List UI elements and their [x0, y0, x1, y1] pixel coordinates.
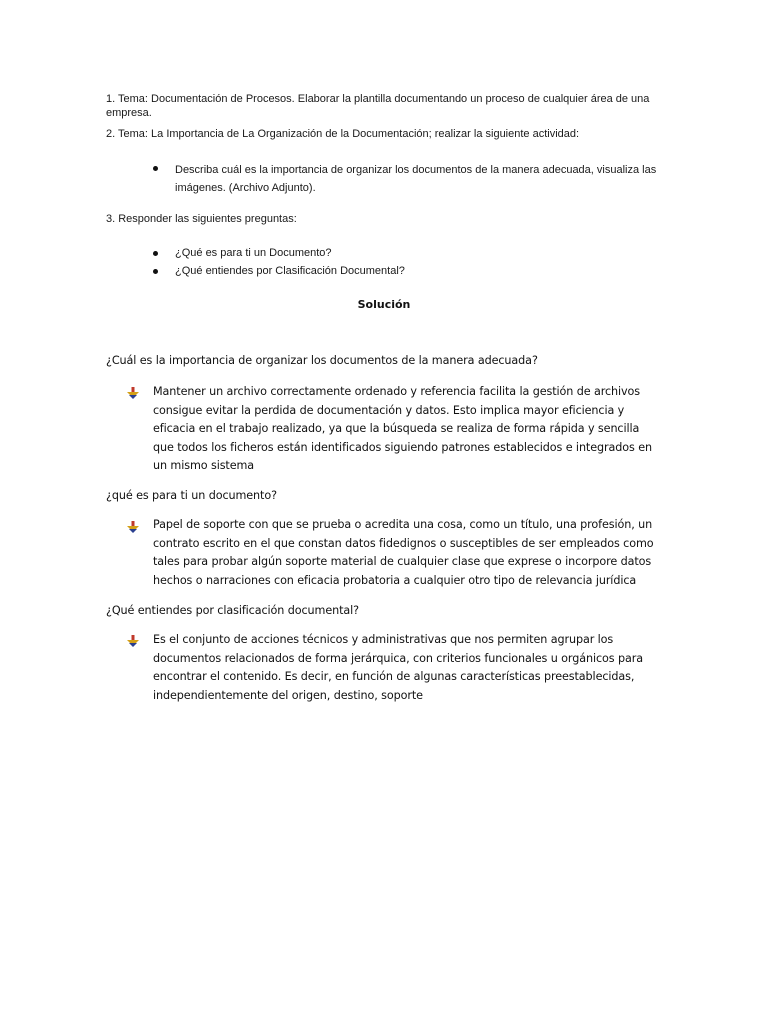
answer-3: Es el conjunto de acciones técnicos y administrativas que nos permiten agrupar los documentos relacionados de forma jerárquica, con criterios funcionales u orgánicos para encontrar el contenido. Es decir, en función de algunas características preestablecidas, independientemente del origen, destino, soporte — [153, 633, 643, 702]
solution-heading: Solución — [357, 298, 411, 311]
bullet-dot — [153, 269, 158, 274]
arrow-bullet-icon — [127, 387, 139, 399]
instruction-item-3: 3. Responder las siguientes preguntas: — [106, 213, 297, 225]
answer-1: Mantener un archivo correctamente ordenado y referencia facilita la gestión de archivos consigue evitar la perdida de documentación y datos. Esto implica mayor eficiencia y eficacia en el trabajo realizado, ya que la búsqueda se realiza de forma rápida y sencilla que todos los ficheros están identificados siguiendo patrones establecidos e integrados en un mismo sistema — [153, 385, 652, 472]
instruction-item-3-bullet-2: ¿Qué entiendes por Clasificación Documental? — [175, 265, 405, 277]
bullet-dot — [153, 166, 158, 171]
instruction-item-2: 2. Tema: La Importancia de La Organización de la Documentación; realizar la siguiente actividad: — [106, 128, 580, 140]
question-3: ¿Qué entiendes por clasificación documental? — [106, 604, 359, 617]
instruction-item-3-bullet-1: ¿Qué es para ti un Documento? — [175, 247, 332, 259]
question-1: ¿Cuál es la importancia de organizar los documentos de la manera adecuada? — [106, 354, 538, 367]
instruction-item-1: 1. Tema: Documentación de Procesos. Elaborar la plantilla documentando un proceso de cualquier área de una empresa. — [106, 93, 650, 119]
instruction-item-2-bullet: Describa cuál es la importancia de organizar los documentos de la manera adecuada, visualiza las imágenes. (Archivo Adjunto). — [175, 164, 657, 194]
question-2: ¿qué es para ti un documento? — [106, 489, 277, 502]
arrow-bullet-icon — [127, 521, 139, 533]
answer-2: Papel de soporte con que se prueba o acredita una cosa, como un título, una profesión, un contrato escrito en el que constan datos fidedignos o susceptibles de ser empleados como tales para probar algún soporte material de cualquier clase que exprese o incorpore datos hechos o narraciones con eficacia probatoria a cualquier otro tipo de relevancia jurídica — [153, 518, 654, 587]
arrow-bullet-icon — [127, 635, 139, 647]
bullet-dot — [153, 251, 158, 256]
